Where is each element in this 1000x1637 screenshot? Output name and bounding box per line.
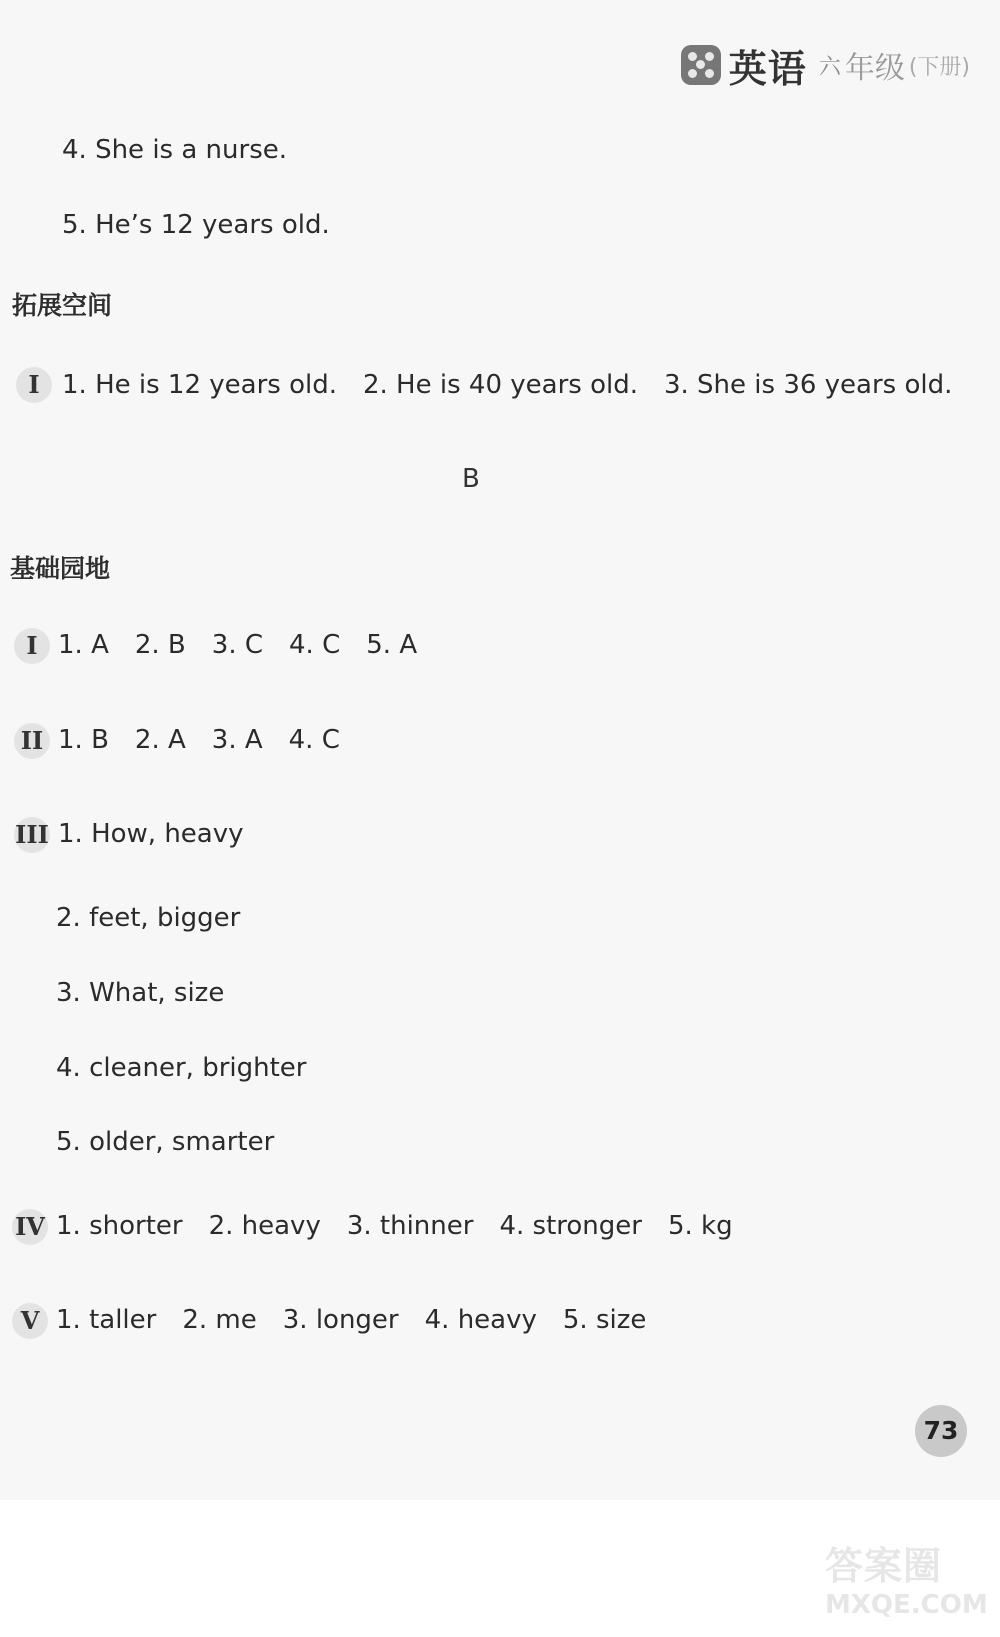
answer-item: 3. longer [282, 1305, 399, 1335]
answer-row [56, 1305, 672, 1335]
answer-item: 4. stronger [499, 1211, 642, 1241]
answer-line: 3. What, size [56, 978, 225, 1008]
answer-line: 4. cleaner, brighter [56, 1053, 307, 1083]
question-numeral: II [14, 723, 50, 759]
answer-item: 1. taller [56, 1305, 157, 1335]
answer-item: 5. kg [667, 1211, 733, 1241]
answer-item: 2. He is 40 years old. [362, 370, 638, 400]
answer-item: 1. A [58, 630, 109, 660]
answer-item: 2. me [182, 1305, 257, 1335]
grade-label: 年级 [844, 51, 905, 86]
answer-item: 3. C [211, 630, 264, 660]
answer-item: 2. heavy [208, 1211, 321, 1241]
subject-logo-icon [681, 45, 721, 85]
answer-item: 1. B [58, 725, 109, 755]
answer-item: 1. He is 12 years old. [62, 370, 337, 400]
page-header [681, 40, 970, 90]
answer-item: 2. A [134, 725, 186, 755]
answer-line: 5. older, smarter [56, 1127, 275, 1157]
answer-row [58, 630, 443, 660]
answer-item: 4. C [289, 630, 341, 660]
question-numeral: V [12, 1303, 48, 1339]
section-title-extension: 拓展空间 [12, 291, 113, 320]
answer-line: 5. He’s 12 years old. [62, 210, 330, 240]
volume-label: (下册) [908, 54, 970, 80]
answer-item: 2. B [134, 630, 186, 660]
answer-line: 1. How, heavy [58, 819, 244, 849]
answer-row [62, 370, 978, 400]
answer-item: 1. shorter [56, 1211, 183, 1241]
page-number: 73 [915, 1405, 967, 1457]
question-numeral: III [14, 817, 50, 853]
question-numeral: I [14, 628, 50, 664]
watermark-url: MXQE.COM [825, 1590, 988, 1620]
answer-line: 4. She is a nurse. [62, 135, 287, 165]
answer-item: 3. She is 36 years old. [663, 370, 953, 400]
question-numeral: I [16, 367, 52, 403]
answer-item: 5. A [366, 630, 418, 660]
answer-item: 3. thinner [346, 1211, 474, 1241]
answer-item: 5. size [562, 1305, 647, 1335]
section-title-basics: 基础园地 [10, 554, 111, 583]
answer-item: 4. heavy [424, 1305, 537, 1335]
question-numeral: IV [12, 1209, 48, 1245]
grade-mark: 六 [818, 54, 841, 80]
answer-item: 4. C [288, 725, 340, 755]
subject-title: 英语 [728, 46, 807, 91]
answer-row [56, 1211, 759, 1241]
part-heading: B [462, 464, 480, 494]
watermark-logo: 答案圈 [825, 1544, 943, 1588]
answer-row [58, 725, 366, 755]
answer-line: 2. feet, bigger [56, 903, 241, 933]
answer-item: 3. A [211, 725, 263, 755]
